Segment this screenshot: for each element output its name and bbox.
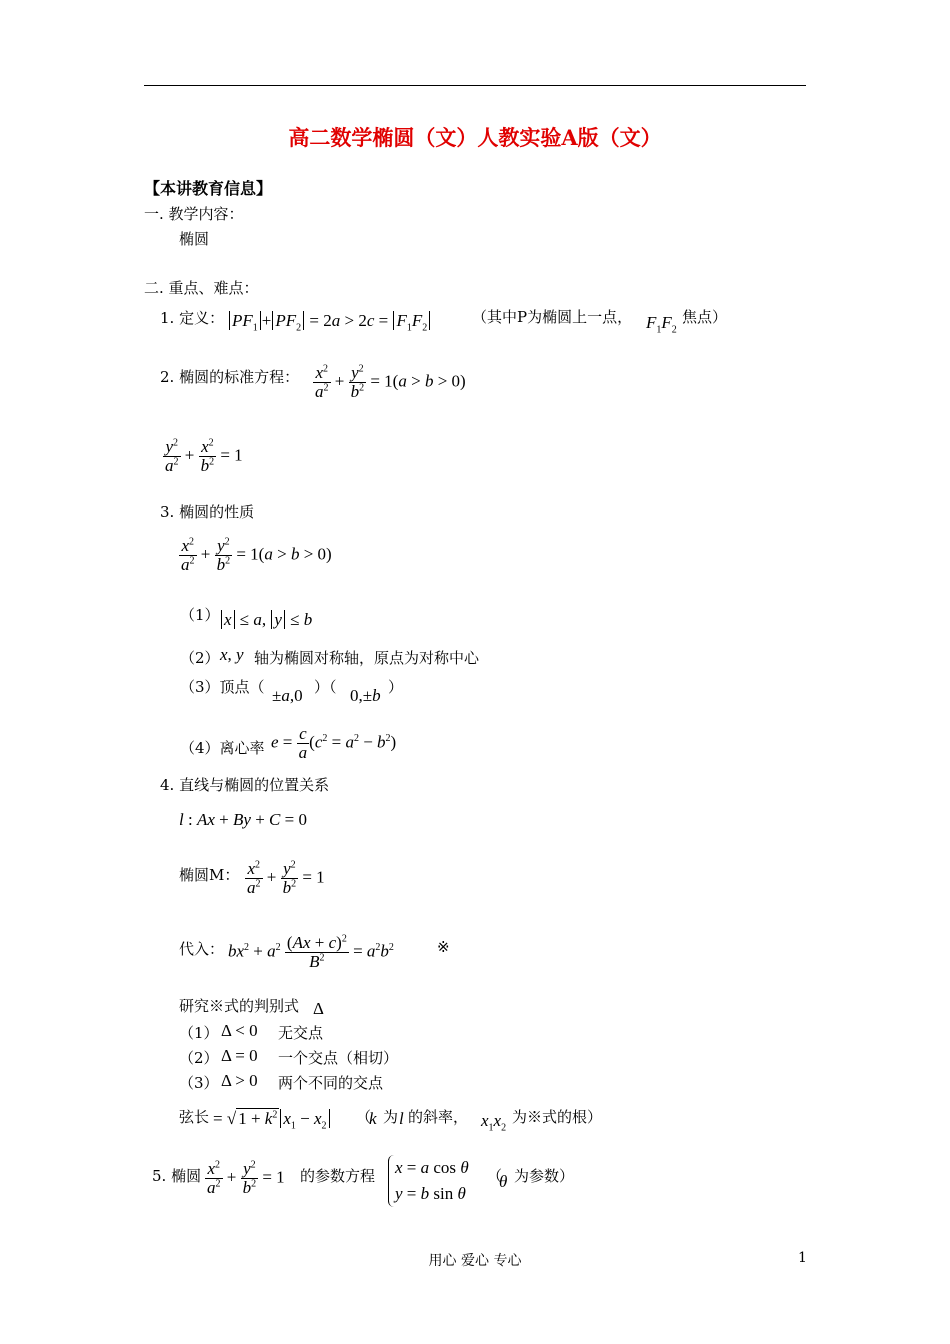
property3-close2: ） [388,678,404,696]
foci-symbol: $F_1F_2$ [646,313,677,336]
theta-symbol: θ [499,1172,508,1191]
substitute-label: 代入： [179,940,225,958]
property4-label: （4）离心率 [180,739,265,757]
part2-heading: 二. 重点、难点： [144,279,259,297]
property1-num: （1） [180,606,220,624]
case1-text: 无交点 [278,1024,324,1042]
chord-label: 弦长 [179,1108,210,1126]
chord-note-c: 的斜率， [408,1108,469,1126]
delta-symbol: Δ [313,999,324,1018]
reference-mark: ※ [437,938,450,956]
line-l: l [399,1109,404,1128]
slope-k: k [369,1109,377,1128]
definition-formula: $PF_1 + PF_2 = 2a > 2c = F_1F_2$ [228,311,431,331]
property3-close1: ）（ [314,678,337,696]
chord-note-d: 为※式的根） [512,1108,603,1126]
standard-equation-y: $\frac{y^2}{a^2}$ + $\frac{x^2}{b^2}$ = 1 [165,437,243,475]
item3-label: 3. 椭圆的性质 [160,503,255,521]
case2-formula: Δ = 0 [221,1046,258,1065]
item5-mid: 的参数方程 [300,1167,376,1185]
item1-note-a: （其中P为椭圆上一点， [472,308,633,326]
item2-label: 2. 椭圆的标准方程： [160,368,300,386]
case1-formula: Δ < 0 [221,1021,258,1040]
discriminant-text: 研究※式的判别式 [179,997,300,1015]
case2-text: 一个交点（相切） [278,1049,399,1067]
substitution-formula: $bx^2 + a^2$ $\frac{(Ax + c)^2}{B^2}$ = $a^2b^2$ [228,933,394,971]
item5-note-a: （ [487,1167,503,1185]
case3-num: （3） [179,1074,219,1092]
part1-heading: 一. 教学内容： [144,205,244,223]
item1-note-b: 焦点） [682,308,728,326]
item5-note-b: 为参数） [514,1167,575,1185]
item5-ellipse-equation: $\frac{x^2}{a^2}$ + $\frac{y^2}{b^2}$ = 1 [207,1159,285,1197]
property-equation: $\frac{x^2}{a^2}$ + $\frac{y^2}{b^2}$ = 1(a > b > 0) [181,536,332,574]
property3-vertex-label: （3）顶点（ [180,678,265,696]
chord-note-b: 为 [383,1108,399,1126]
property2-num: （2） [180,649,220,667]
footer-text: 用心 爱心 专心 [428,1253,522,1269]
chord-note-a: （ [356,1108,372,1126]
document-title: 高二数学椭圆（文）人教实验A版（文） [288,125,662,150]
case1-num: （1） [179,1024,219,1042]
header-rule [144,85,806,86]
chord-formula: = √ $1 + k^2$ $x_1 - x_2$ [213,1109,331,1129]
case2-num: （2） [179,1049,219,1067]
property2-text: 轴为椭圆对称轴，原点为对称中心 [254,649,480,667]
ellipse-m-label: 椭圆M： [179,866,240,884]
eccentricity-formula: e = $\frac{c}{a}$ $(c^2 = a^2 - b^2)$ [271,724,397,762]
case3-text: 两个不同的交点 [278,1074,384,1092]
parametric-system: x = a cos θ y = b sin θ [388,1155,469,1207]
roots-symbol: $x_1x_2$ [481,1111,507,1134]
property2-axes: x, y [220,645,244,664]
line-equation: l : Ax + By + C = 0 [179,810,307,829]
section-heading: 【本讲教育信息】 [144,179,273,198]
item1-label: 1. 定义： [160,309,225,327]
vertex-a: ±a,0 [272,686,303,705]
vertex-b: 0,±b [350,686,381,705]
item5-label: 5. 椭圆 [152,1167,202,1185]
part1-content: 椭圆 [179,230,210,248]
standard-equation-x: $\frac{x^2}{a^2}$ + $\frac{y^2}{b^2}$ = 1(a > b > 0) [315,363,466,401]
ellipse-m-equation: $\frac{x^2}{a^2}$ + $\frac{y^2}{b^2}$ = 1 [247,859,325,897]
property1-formula: x ≤ a, y ≤ b [220,610,312,630]
case3-formula: Δ > 0 [221,1071,258,1090]
page-number: 1 [798,1250,807,1266]
item4-label: 4. 直线与椭圆的位置关系 [160,776,330,794]
